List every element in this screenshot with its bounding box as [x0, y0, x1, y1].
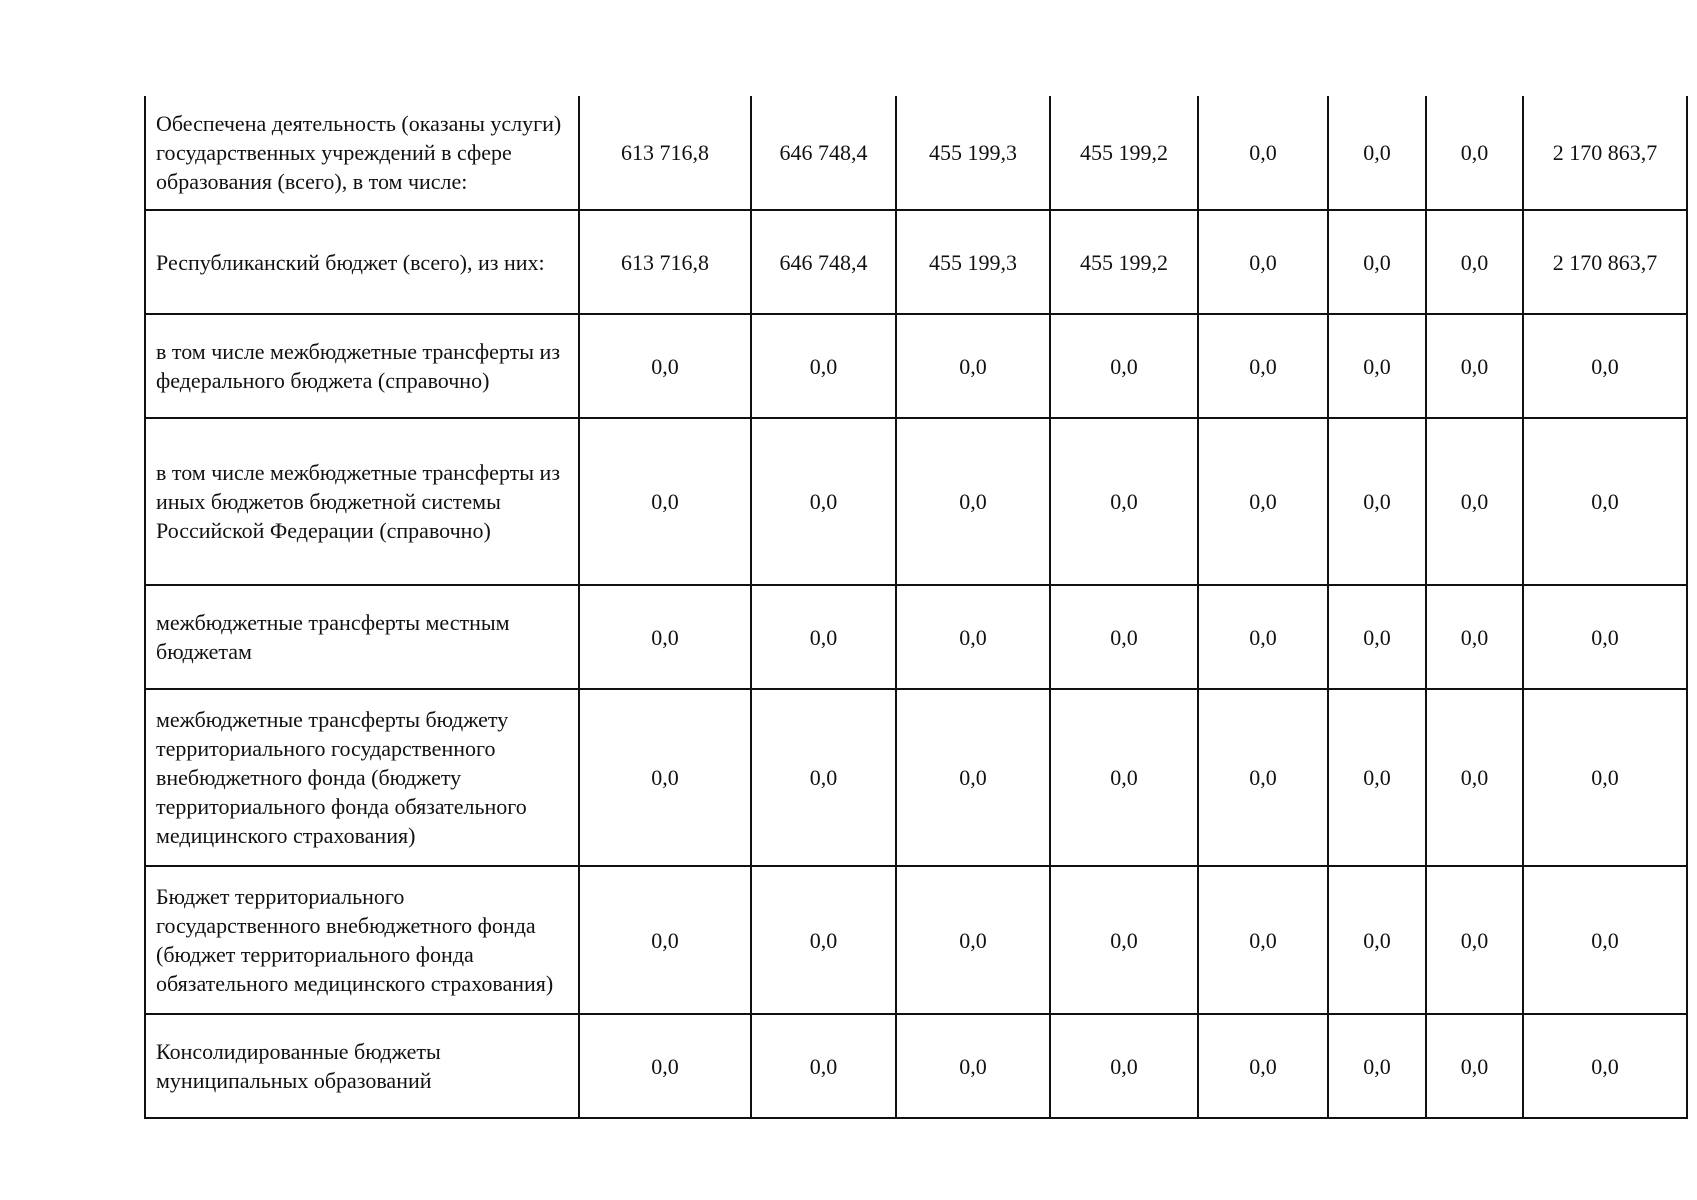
- table-row: [145, 210, 1687, 314]
- row-label: Республиканский бюджет (всего), из них:: [145, 210, 579, 314]
- value-cell: 0,0: [1328, 866, 1426, 1014]
- value-cell: 0,0: [1426, 314, 1523, 418]
- value-cell: 0,0: [1523, 866, 1687, 1014]
- value-cell: 0,0: [1328, 96, 1426, 210]
- value-cell: 0,0: [1328, 1014, 1426, 1118]
- value-cell: 0,0: [1426, 866, 1523, 1014]
- value-cell: 646 748,4: [751, 96, 896, 210]
- value-cell: 0,0: [751, 1014, 896, 1118]
- value-cell: 2 170 863,7: [1523, 96, 1687, 210]
- value-cell: 0,0: [896, 585, 1050, 689]
- value-cell: 455 199,3: [896, 210, 1050, 314]
- value-cell: 0,0: [751, 866, 896, 1014]
- value-cell: 0,0: [896, 689, 1050, 866]
- row-label: межбюджетные трансферты местным бюджетам: [145, 585, 579, 689]
- value-cell: 0,0: [751, 314, 896, 418]
- value-cell: 0,0: [896, 418, 1050, 585]
- table-row: [145, 866, 1687, 1014]
- value-cell: 0,0: [1328, 210, 1426, 314]
- table-row: [145, 314, 1687, 418]
- value-cell: 0,0: [1198, 314, 1328, 418]
- value-cell: 0,0: [1198, 418, 1328, 585]
- table-row: [145, 1014, 1687, 1118]
- budget-table: [144, 96, 1688, 1119]
- value-cell: 0,0: [896, 1014, 1050, 1118]
- value-cell: 0,0: [1426, 689, 1523, 866]
- value-cell: 0,0: [1050, 418, 1198, 585]
- value-cell: 0,0: [1426, 1014, 1523, 1118]
- value-cell: 646 748,4: [751, 210, 896, 314]
- value-cell: 0,0: [1523, 418, 1687, 585]
- value-cell: 0,0: [751, 418, 896, 585]
- table-row: [145, 689, 1687, 866]
- value-cell: 0,0: [1198, 866, 1328, 1014]
- value-cell: 455 199,3: [896, 96, 1050, 210]
- value-cell: 613 716,8: [579, 96, 751, 210]
- value-cell: 0,0: [1050, 689, 1198, 866]
- value-cell: 0,0: [1523, 585, 1687, 689]
- value-cell: 0,0: [579, 866, 751, 1014]
- value-cell: 455 199,2: [1050, 96, 1198, 210]
- row-label: Бюджет территориального государственного внебюджетного фонда (бюджет территориального фонда обязательного медицинского страхования): [145, 866, 579, 1014]
- value-cell: 0,0: [579, 1014, 751, 1118]
- row-label: Консолидированные бюджеты муниципальных образований: [145, 1014, 579, 1118]
- table-row: [145, 585, 1687, 689]
- value-cell: 0,0: [579, 585, 751, 689]
- value-cell: 455 199,2: [1050, 210, 1198, 314]
- value-cell: 0,0: [1328, 418, 1426, 585]
- value-cell: 0,0: [1328, 314, 1426, 418]
- value-cell: 0,0: [751, 585, 896, 689]
- value-cell: 0,0: [1050, 585, 1198, 689]
- value-cell: 0,0: [1328, 689, 1426, 866]
- value-cell: 0,0: [1050, 1014, 1198, 1118]
- value-cell: 613 716,8: [579, 210, 751, 314]
- row-label: Обеспечена деятельность (оказаны услуги) государственных учреждений в сфере образования (всего), в том числе:: [145, 96, 579, 210]
- value-cell: 0,0: [1426, 585, 1523, 689]
- value-cell: 0,0: [896, 314, 1050, 418]
- value-cell: 0,0: [1426, 210, 1523, 314]
- value-cell: 0,0: [1198, 96, 1328, 210]
- value-cell: 0,0: [1328, 585, 1426, 689]
- value-cell: 2 170 863,7: [1523, 210, 1687, 314]
- value-cell: 0,0: [1523, 1014, 1687, 1118]
- value-cell: 0,0: [1050, 866, 1198, 1014]
- value-cell: 0,0: [1198, 585, 1328, 689]
- value-cell: 0,0: [579, 418, 751, 585]
- row-label: межбюджетные трансферты бюджету территориального государственного внебюджетного фонда (бюджету территориального фонда обязательного медицинского страхования): [145, 689, 579, 866]
- value-cell: 0,0: [1426, 418, 1523, 585]
- row-label: в том числе межбюджетные трансферты из иных бюджетов бюджетной системы Российской Федерации (справочно): [145, 418, 579, 585]
- table-row: [145, 418, 1687, 585]
- value-cell: 0,0: [1426, 96, 1523, 210]
- value-cell: 0,0: [1523, 314, 1687, 418]
- value-cell: 0,0: [1198, 1014, 1328, 1118]
- value-cell: 0,0: [1198, 210, 1328, 314]
- value-cell: 0,0: [1198, 689, 1328, 866]
- value-cell: 0,0: [579, 314, 751, 418]
- table-row: [145, 96, 1687, 210]
- value-cell: 0,0: [896, 866, 1050, 1014]
- budget-table-body: [145, 96, 1687, 1118]
- value-cell: 0,0: [751, 689, 896, 866]
- value-cell: 0,0: [1523, 689, 1687, 866]
- value-cell: 0,0: [579, 689, 751, 866]
- row-label: в том числе межбюджетные трансферты из федерального бюджета (справочно): [145, 314, 579, 418]
- value-cell: 0,0: [1050, 314, 1198, 418]
